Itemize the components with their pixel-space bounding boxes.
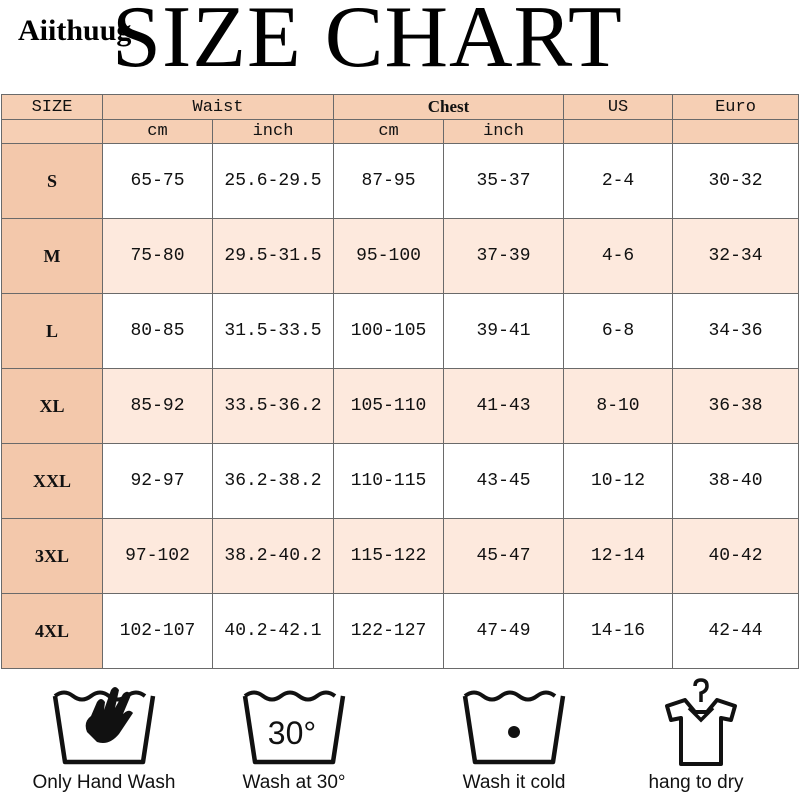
size-chart-table	[1, 94, 799, 669]
size-label-cell: 4XL	[2, 594, 103, 669]
table-header-row	[2, 95, 799, 120]
size-value-cell: 34-36	[673, 294, 799, 369]
care-item-wash-cold	[424, 676, 604, 793]
size-value-cell: 97-102	[103, 519, 213, 594]
size-value-cell: 6-8	[564, 294, 673, 369]
table-row	[2, 294, 799, 369]
size-label-cell: M	[2, 219, 103, 294]
table-row	[2, 594, 799, 669]
size-value-cell: 45-47	[444, 519, 564, 594]
subheader-waist-cm: cm	[103, 120, 213, 144]
hang-dry-icon	[641, 676, 751, 770]
care-item-hang-dry	[606, 676, 786, 793]
size-value-cell: 105-110	[334, 369, 444, 444]
page-title: SIZE CHART	[112, 0, 623, 86]
size-value-cell: 80-85	[103, 294, 213, 369]
size-value-cell: 92-97	[103, 444, 213, 519]
size-value-cell: 32-34	[673, 219, 799, 294]
header-us: US	[564, 95, 673, 120]
size-label-cell: XL	[2, 369, 103, 444]
size-label-cell: L	[2, 294, 103, 369]
size-value-cell: 8-10	[564, 369, 673, 444]
size-value-cell: 30-32	[673, 144, 799, 219]
subheader-waist-inch: inch	[213, 120, 334, 144]
size-value-cell: 36-38	[673, 369, 799, 444]
size-value-cell: 38.2-40.2	[213, 519, 334, 594]
size-value-cell: 36.2-38.2	[213, 444, 334, 519]
size-label-cell: XXL	[2, 444, 103, 519]
size-value-cell: 4-6	[564, 219, 673, 294]
size-value-cell: 75-80	[103, 219, 213, 294]
size-value-cell: 87-95	[334, 144, 444, 219]
size-label-cell: 3XL	[2, 519, 103, 594]
size-value-cell: 37-39	[444, 219, 564, 294]
subheader-empty	[673, 120, 799, 144]
table-row	[2, 519, 799, 594]
hand-wash-icon	[49, 676, 159, 770]
size-value-cell: 31.5-33.5	[213, 294, 334, 369]
size-value-cell: 38-40	[673, 444, 799, 519]
size-value-cell: 2-4	[564, 144, 673, 219]
size-value-cell: 12-14	[564, 519, 673, 594]
size-value-cell: 42-44	[673, 594, 799, 669]
care-label-hang-dry: hang to dry	[648, 772, 744, 793]
care-label-wash-30: Wash at 30°	[242, 772, 346, 793]
size-value-cell: 43-45	[444, 444, 564, 519]
size-value-cell: 14-16	[564, 594, 673, 669]
size-value-cell: 115-122	[334, 519, 444, 594]
header	[0, 0, 800, 92]
header-chest: Chest	[334, 95, 564, 120]
table-row	[2, 444, 799, 519]
size-value-cell: 25.6-29.5	[213, 144, 334, 219]
table-row	[2, 219, 799, 294]
table-subheader-row	[2, 120, 799, 144]
header-euro: Euro	[673, 95, 799, 120]
table-body	[2, 144, 799, 669]
size-value-cell: 95-100	[334, 219, 444, 294]
wash-30-icon	[239, 676, 349, 770]
table-row	[2, 369, 799, 444]
size-value-cell: 40-42	[673, 519, 799, 594]
size-value-cell: 35-37	[444, 144, 564, 219]
subheader-empty	[2, 120, 103, 144]
subheader-chest-inch: inch	[444, 120, 564, 144]
table-row	[2, 144, 799, 219]
size-value-cell: 102-107	[103, 594, 213, 669]
size-value-cell: 110-115	[334, 444, 444, 519]
subheader-chest-cm: cm	[334, 120, 444, 144]
size-value-cell: 41-43	[444, 369, 564, 444]
cold-dot-icon	[508, 726, 520, 738]
subheader-empty	[564, 120, 673, 144]
size-label-cell: S	[2, 144, 103, 219]
size-value-cell: 122-127	[334, 594, 444, 669]
care-label-hand-wash: Only Hand Wash	[32, 772, 176, 793]
care-item-hand-wash	[14, 676, 194, 793]
care-item-wash-30	[204, 676, 384, 793]
size-value-cell: 33.5-36.2	[213, 369, 334, 444]
size-value-cell: 29.5-31.5	[213, 219, 334, 294]
wash-temp-text: 30°	[267, 715, 317, 751]
size-value-cell: 10-12	[564, 444, 673, 519]
care-instructions	[0, 676, 800, 800]
size-value-cell: 47-49	[444, 594, 564, 669]
care-label-wash-cold: Wash it cold	[462, 772, 566, 793]
size-value-cell: 65-75	[103, 144, 213, 219]
size-value-cell: 39-41	[444, 294, 564, 369]
header-size: SIZE	[2, 95, 103, 120]
wash-cold-icon	[459, 676, 569, 770]
size-value-cell: 85-92	[103, 369, 213, 444]
header-waist: Waist	[103, 95, 334, 120]
brand-logo: Aiithuug	[18, 14, 132, 47]
size-value-cell: 100-105	[334, 294, 444, 369]
size-value-cell: 40.2-42.1	[213, 594, 334, 669]
